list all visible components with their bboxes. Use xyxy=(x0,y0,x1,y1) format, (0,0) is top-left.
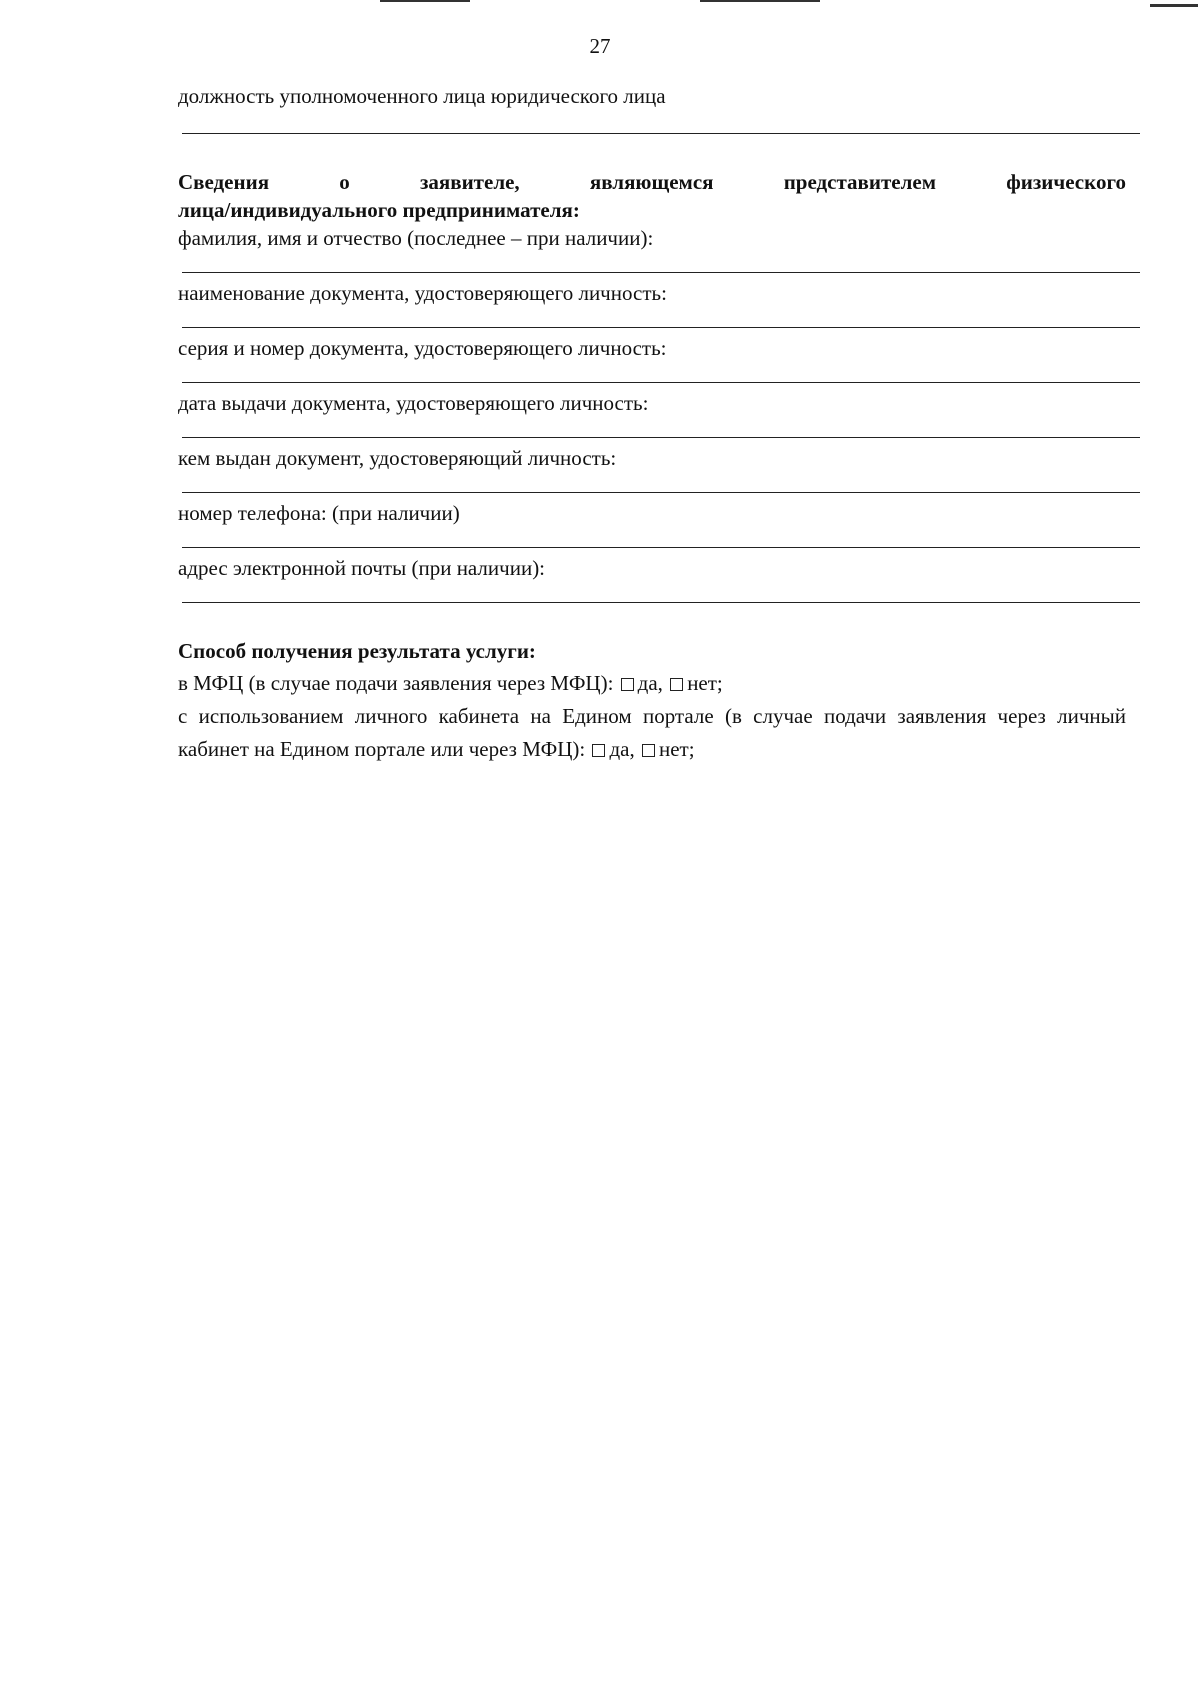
scan-edge-mark xyxy=(380,0,470,2)
title-word: физического xyxy=(1006,170,1126,194)
title-word: являющемся xyxy=(589,170,714,194)
checkbox-mfc-no-label: нет; xyxy=(687,671,723,695)
field-label-id-issue-date: дата выдачи документа, удостоверяющего личность: xyxy=(178,391,649,415)
section-title-result-method: Способ получения результата услуги: xyxy=(178,639,536,663)
title-word: заявителе, xyxy=(419,170,520,194)
field-label-id-issued-by: кем выдан документ, удостоверяющий личность: xyxy=(178,446,617,470)
scan-edge-mark xyxy=(1150,4,1198,7)
checkbox-mfc-yes[interactable] xyxy=(621,678,634,691)
section-title-representative-line2: лица/индивидуального предпринимателя: xyxy=(178,198,580,222)
title-word: представителем xyxy=(783,170,937,194)
title-word: о xyxy=(339,170,350,194)
checkbox-portal-no[interactable] xyxy=(642,744,655,757)
result-option-portal xyxy=(178,700,1126,766)
form-content xyxy=(178,82,1126,766)
checkbox-portal-no-label: нет; xyxy=(658,737,695,761)
field-label-id-document-name: наименование документа, удостоверяющего личность: xyxy=(178,281,667,305)
result-option-portal-text: с использованием личного кабинета на Едином портале (в случае подачи заявления через личный кабинет на Едином портале или через МФЦ): xyxy=(178,704,1126,761)
result-option-mfc xyxy=(178,667,1126,700)
field-label-id-series-number: серия и номер документа, удостоверяющего личность: xyxy=(178,336,667,360)
page-number: 27 xyxy=(589,34,611,58)
title-word: Сведения xyxy=(178,170,270,194)
checkbox-portal-yes[interactable] xyxy=(592,744,605,757)
checkbox-portal-yes-label: да, xyxy=(609,737,635,761)
result-option-mfc-text: в МФЦ (в случае подачи заявления через МФЦ): xyxy=(178,671,614,695)
scan-edge-mark xyxy=(700,0,820,2)
field-label-email: адрес электронной почты (при наличии): xyxy=(178,556,546,580)
section-title-representative xyxy=(178,168,1126,196)
checkbox-mfc-yes-label: да, xyxy=(637,671,663,695)
field-label-authorized-position: должность уполномоченного лица юридического лица xyxy=(178,84,666,108)
field-label-phone: номер телефона: (при наличии) xyxy=(178,501,460,525)
field-label-full-name: фамилия, имя и отчество (последнее – при наличии): xyxy=(178,226,654,250)
checkbox-mfc-no[interactable] xyxy=(670,678,683,691)
